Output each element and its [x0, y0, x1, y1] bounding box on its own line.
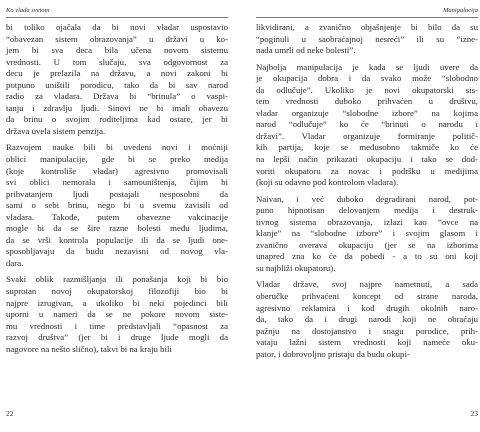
text-line: jem bi sva deca bila učena novom sistemu	[6, 45, 228, 56]
text-line: voriti okupatoru za novac i podršku u medijima	[256, 165, 478, 176]
text-line: oberučke prihvaćeni koncept od strane naroda,	[256, 291, 478, 302]
text-line: (koji su odavno pod kontrolom vladara).	[256, 177, 399, 188]
header-rule-right	[256, 17, 478, 18]
text-line: klanje” na “slobodne izbore” i svojim glasom i	[256, 228, 478, 239]
text-line: Najbolja manipulacija je kada se ljudi uvere da	[256, 61, 478, 72]
text-line: prihvatanjem ljudi postajali nesposobni da	[6, 188, 228, 199]
text-line: agresivno reklamira i kod drugih okolnih naro-	[256, 302, 478, 313]
text-line: “obavezan sistem obrazovanja” u državi u ko-	[6, 33, 228, 44]
text-line: pažnju na dostojanstvo i snagu porodice, prih-	[256, 325, 478, 336]
running-head-right: Manipulacija	[442, 7, 478, 14]
text-line: je okupacija dobra i da svako može “slobodno	[256, 73, 478, 84]
text-line: Razvojem nauke bili bi uvedeni novi i moćniji	[6, 142, 228, 153]
text-line: tanju i zdravlju ljudi. Sinovi ne bi imali obavezu	[6, 102, 228, 113]
text-line: država uvela sistem penzija.	[6, 125, 106, 136]
text-line: narod “odlučuje” ko će “brinuti o narodu i	[256, 119, 478, 130]
text-line: tivnog sistema obrazovanja, izlazi kao “ovce na	[256, 216, 478, 227]
text-line: suprotan novoj okupatorskoj filozofiji bio bi	[6, 286, 228, 297]
text-line: uporni u nameri da se ne pokore novom siste-	[6, 309, 228, 320]
paragraph	[256, 62, 478, 189]
text-line: sposobljavaju da budu nezavisni od novog vla-	[6, 246, 228, 257]
paragraph	[256, 22, 478, 57]
text-line: da odlučuje”. Ukoliko je novi okupatorski sis-	[256, 84, 478, 95]
header-rule-left	[6, 17, 228, 18]
text-line: da se vrši kontrola populacije ili da se ljudi one-	[6, 234, 228, 245]
text-line: vladar organizuje “slobodne izbore” na kojima	[256, 107, 478, 118]
text-line: nada umrli od neke bolesti”.	[256, 45, 356, 56]
paragraph	[256, 194, 478, 275]
text-line: nagovore na nešto slično), takvi bi na kraju bili	[6, 343, 172, 354]
text-line: mu vrednosti i time predstavljali “opasnost za	[6, 320, 228, 331]
text-line: decu je prelazila na državu, a novi zakoni bi	[6, 68, 228, 79]
right-page	[256, 0, 478, 432]
text-line: sami o sebi brinu, nego bi u svemu zavisili od	[6, 200, 228, 211]
page-number-right: 23	[470, 409, 478, 418]
paragraph	[6, 274, 228, 355]
text-line: na lepši način prikazati okupaciju i tako se dod-	[256, 154, 478, 165]
text-line: Vladar države, svoj najpre nametnuti, a sada	[256, 279, 478, 290]
text-line: najpre izrugivan, a ukoliko bi neki pojedinci bili	[6, 297, 228, 308]
right-page-body	[256, 22, 478, 360]
text-line: oblici manipulacije, gde bi se preko medija	[6, 154, 228, 165]
text-line: (koje kontroliše vladar) agresivno promovisali	[6, 165, 228, 176]
text-line: državi”. Vladar organizuje formiranje politič-	[256, 130, 478, 141]
text-line: su najbliži okupatoru).	[256, 262, 336, 273]
running-head-left: Ko vlada svetom	[6, 7, 50, 14]
text-line: bi toliko ojačala da bi novi vladar uspostavio	[6, 22, 228, 32]
text-line: Naivan, i već duboko degradirani narod, pot-	[256, 193, 478, 204]
text-line: svi oblici nemorala i samouništenja, čijim bi	[6, 177, 228, 188]
text-line: Svaki oblik razmišljanja ili ponašanja koji bi bio	[6, 274, 228, 285]
text-line: vrednosti. U tom slučaju, sva odgovornost za	[6, 56, 228, 67]
text-line: potpuno uništili porodicu, tako da bi sav narod	[6, 79, 228, 90]
text-line: dara.	[6, 257, 24, 268]
text-line: da, tako da i drugi narodi koji ne obraćaju	[256, 314, 478, 325]
text-line: vladara. Takođe, putem obavezne vakcinacije	[6, 211, 228, 222]
text-line: vataju lažni sistem vrednosti koji nameće oku-	[256, 337, 478, 348]
text-line: mogle bi da se šire razne bolesti među ljudima,	[6, 223, 228, 234]
paragraph	[6, 22, 228, 137]
text-line: likvidirani, a zvanično objašnjenje bi bilo da su	[256, 22, 478, 32]
text-line: unapred zna ko će da pobedi - a to su oni koji	[256, 251, 478, 262]
text-line: radio za vladara. Država bi “brinula” o vaspi-	[6, 91, 228, 102]
left-page	[6, 0, 228, 432]
text-line: da brinu o svojim roditeljima kad ostare, jer bi	[6, 114, 228, 125]
paragraph	[6, 142, 228, 269]
text-line: tem vrednosti duboko prihvaćen u društvu,	[256, 96, 478, 107]
paragraph	[256, 279, 478, 360]
left-page-body	[6, 22, 228, 355]
text-line: razvoj društva” (jer bi i druge ljude mogli da	[6, 332, 228, 343]
text-line: kih partija, koje se međusobno takmiče ko će	[256, 142, 478, 153]
page-number-left: 22	[6, 409, 14, 418]
text-line: zvanično overava okupaciju (jer se na izborima	[256, 239, 478, 250]
text-line: puno hipnotisan delovanjem medija i destruk-	[256, 205, 478, 216]
text-line: “poginuli u saobraćajnoj nesreći” ili su “izne-	[256, 33, 478, 44]
text-line: pator, i dobrovoljno pristaju da budu okupi-	[256, 348, 410, 359]
